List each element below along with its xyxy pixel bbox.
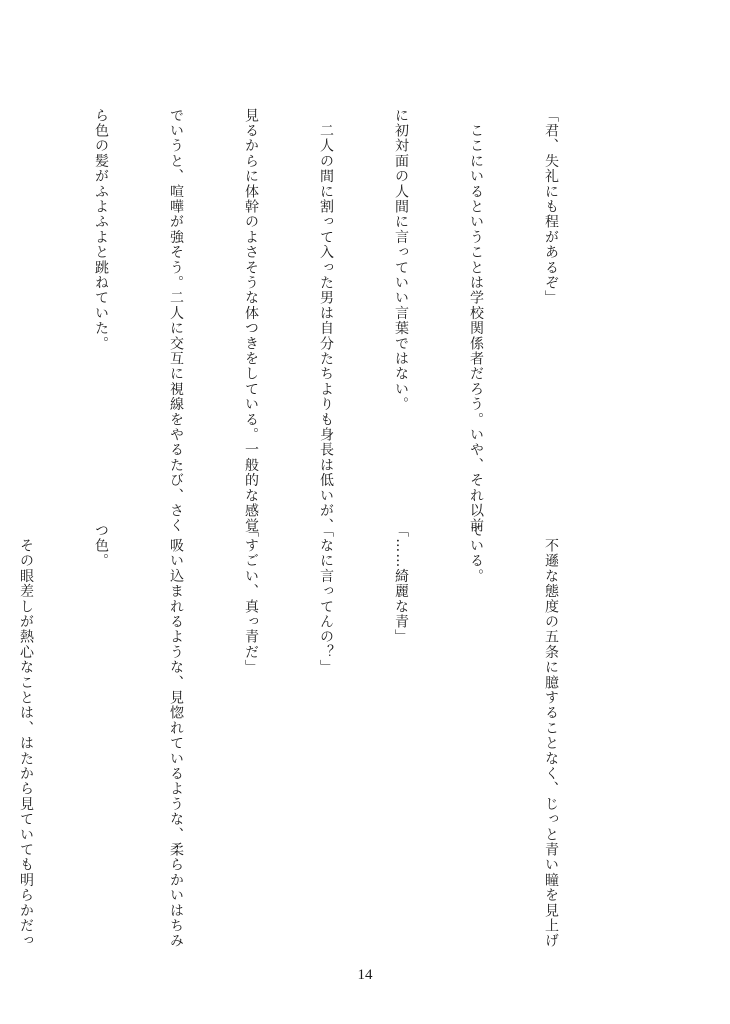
text-column: ここにいるということは学校関係者だろう。いや、それ以前 [468,108,484,534]
text-column: 「……綺麗な青」 [393,523,409,645]
text-column: つ色。 [93,523,109,569]
text-column: 吸い込まれるような、見惚れているような、柔らかいはちみ [168,523,184,949]
text-column: 「すごい、真っ青だ」 [243,523,259,675]
text-column: その眼差しが熱心なことは、はたから見ていても明らかだっ [18,523,34,949]
text-column: 「君、失礼にも程があるぞ」 [543,108,559,306]
text-column: に初対面の人間に言っていい言葉ではない。 [393,108,409,412]
text-column: 不遜な態度の五条に臆することなく、じっと青い瞳を見上げ [543,523,559,949]
text-column: ている。 [468,523,484,584]
text-column: でいうと、喧嘩が強そう。二人に交互に視線をやるたび、さく [168,108,184,534]
text-column: 二人の間に割って入った男は自分たちよりも身長は低いが、 [318,108,334,534]
text-column: ら色の髪がふよふよと跳ねていた。 [93,108,109,352]
page-number: 14 [357,967,373,983]
top-text-block [0,108,613,534]
text-column: 「なに言ってんの？」 [318,523,334,675]
text-column: 見るからに体幹のよさそうな体つきをしている。一般的な感覚 [243,108,259,534]
bottom-text-block [0,523,613,949]
blank-column [13,108,38,508]
